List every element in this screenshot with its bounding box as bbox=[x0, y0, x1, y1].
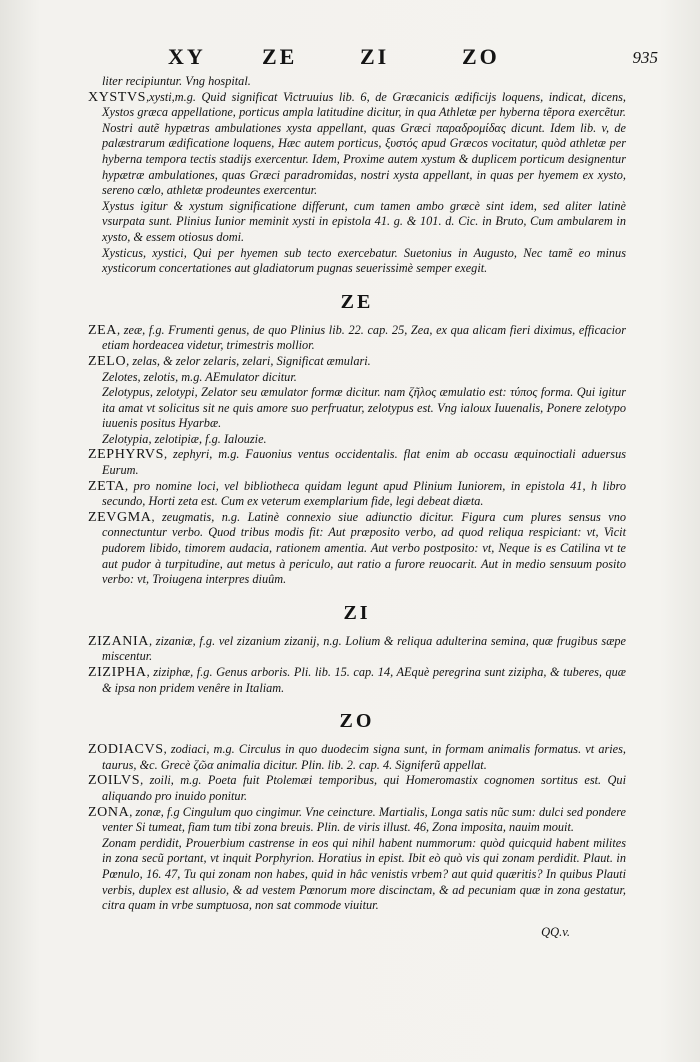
header-letter: ZE bbox=[262, 44, 298, 69]
dictionary-entry bbox=[88, 665, 626, 696]
dictionary-entry bbox=[88, 447, 626, 478]
entry-text: , zeæ, f.g. Frumenti genus, de quo Plinius lib. 22. cap. 25, Zea, ex qua alicam fieri diximus, efficacior etiam hordeacea videtur, trimestris mollior. bbox=[102, 322, 626, 353]
entry-text: ,xysti,m.g. Quid significat Victruuius lib. 6, de Græcanicis ædificijs loquens, indicat, dicens, Xystos græca appellatione, porticus ampla latitudine dicitur, in qua Athletæ per hyberna tẽpora exercẽtur. Nostri autẽ hypætras ambulationes xysta appellant, quas Græci παραδρομίδας dicunt. Idem lib. v, de palæstrarum ædificatione loquens, Hæc autem porticus, ξυστός apud Græcos vocitatur, quòd athletæ per hyberna tempora tectis stadijs exercentur. Idem, Proxime autem xystum & duplicem porticum designentur hypætræ ambulationes, quas Græci paradromidas, nostri xysta appellant, in quas per hyemem ex xysto, sereno cœlo, athletæ prodeuntes exercentur. bbox=[102, 89, 626, 198]
dictionary-entry bbox=[88, 432, 626, 448]
dictionary-entry bbox=[88, 370, 626, 386]
header-letter: ZO bbox=[462, 44, 500, 69]
entry-text: , ziziphæ, f.g. Genus arboris. Pli. lib. 15. cap. 14, AEquè peregrina sunt zizipha, & tuberes, quæ & ipsa non pridem venêre in Italiam. bbox=[102, 665, 626, 695]
entry-text: , zelas, & zelor zelaris, zelari, Significat æmulari. bbox=[126, 353, 371, 368]
section-heading-zi: ZI bbox=[343, 601, 371, 624]
entry-text: Zonam perdidit, Prouerbium castrense in eos qui nihil habent nummorum: quòd quicquid habent milites in zona secũ portant, vt inquit Porphyrion. Horatius in epist. Ibit eò quò vis qui zonam perdidit. Plaut. in Pœnulo, 16. 47, Tu qui zonam non habes, quid in hâc venistis vrbem? aut quid quæritis? In quibus Plauti verbis, duplex est allusio, & ad vestem Pœnorum more discinctam, & ad pecuniam quæ in zona gestatur, citra quam in vrbe sumptuosa, non sat commode viuitur. bbox=[102, 835, 626, 913]
dictionary-entry bbox=[88, 634, 626, 665]
entry-headword: ZEVGMA bbox=[88, 509, 152, 525]
dictionary-entry bbox=[88, 479, 626, 510]
entries-zo bbox=[88, 742, 626, 914]
header-letter: XY bbox=[168, 44, 206, 69]
continued-line: liter recipiuntur. Vng hospital. bbox=[102, 74, 251, 88]
entry-headword: ZONA bbox=[88, 804, 130, 820]
entries-zi bbox=[88, 634, 626, 696]
dictionary-text bbox=[88, 74, 626, 914]
header-letter: ZI bbox=[360, 44, 390, 69]
entry-text: , zephyri, m.g. Fauonius ventus occidentalis. flat enim ab occasu æquinoctiali aduersus Eurum. bbox=[102, 447, 626, 478]
entry-text: Xystus igitur & xystum significatione differunt, cum tamen ambo græcè sint idem, sed aliter latinè vsurpata sunt. Plinius Iunior meminit xysti in epistola 41. g. & 101. d. Cic. in Bruto, Cum ambularem in xysto, & essem otiosus domi. bbox=[102, 198, 626, 244]
entry-text: , zodiaci, m.g. Circulus in quo duodecim signa sunt, in formam animalis formatus. vt aries, taurus, &c. Grecè ζῶα animalia dicitur. Plin. lib. 2. cap. 4. Signiferũ appellat. bbox=[102, 742, 626, 772]
entry-headword: ZIZIPHA bbox=[88, 665, 147, 680]
entry-headword: XYSTVS bbox=[88, 89, 147, 105]
dictionary-entry bbox=[88, 354, 626, 370]
entry-text: Zelotes, zelotis, m.g. AEmulator dicitur. bbox=[102, 369, 297, 384]
entry-headword: ZEA bbox=[88, 322, 118, 338]
entry-text: , zoili, m.g. Poeta fuit Ptolemæi temporibus, qui Homeromastix cognomen sortitus est. Qui aliquando pro inuido ponitur. bbox=[102, 773, 626, 803]
dictionary-entry bbox=[88, 90, 626, 199]
entry-headword: ZELO bbox=[88, 353, 127, 369]
entry-text: , zonæ, f.g Cingulum quo cingimur. Vne ceincture. Martialis, Longa satis nũc sum: dulci sed pondere venter Si tumeat, fiam tum tibi zona breuis. Plin. de viris illust. 46, Zona imposita, nauim mouit. bbox=[102, 804, 626, 835]
dictionary-entry bbox=[88, 836, 626, 914]
running-header bbox=[0, 44, 700, 70]
entry-text: Xysticus, xystici, Qui per hyemen sub tecto exercebatur. Suetonius in Augusto, Nec tamẽ eo minus xysticorum concertationes aut gladiatorum pugnas seuerissimè semper exegit. bbox=[102, 245, 626, 276]
page-number: 935 bbox=[632, 48, 658, 67]
dictionary-entry bbox=[88, 385, 626, 432]
dictionary-entry bbox=[88, 323, 626, 354]
entries-x bbox=[88, 90, 626, 277]
signature-mark: QQ.v. bbox=[541, 925, 570, 939]
dictionary-entry bbox=[88, 510, 626, 588]
entry-text: , zizaniæ, f.g. vel zizanium zizanij, n.g. Lolium & reliqua adulterina semina, quæ frugibus sæpe miscentur. bbox=[102, 633, 626, 664]
entry-headword: ZODIACVS bbox=[88, 742, 164, 758]
entries-ze bbox=[88, 323, 626, 588]
dictionary-entry bbox=[88, 742, 626, 773]
dictionary-entry bbox=[88, 246, 626, 277]
entry-text: , zeugmatis, n.g. Latinè connexio siue adiunctio dicitur. Figura cum plures sensus vno connectuntur verbo. Quod tribus modis fit: Aut præposito verbo, ad quod reliqua respiciant: vt, Vicit pudorem libido, timorem audacia, rationem amentia. Aut verbo postposito: vt, Neque is es Catilina vt te aut pudor à turpitudine, aut metus à periculo, aut ratio a furore reuocarit. Aut in medio sensuum posito verbo: vt, Troiugena interpres diuûm. bbox=[102, 509, 626, 587]
entry-headword: ZEPHYRVS bbox=[88, 447, 165, 463]
entry-text: , pro nomine loci, vel bibliotheca quidam legunt apud Plinium Iuniorem, in epistola 41, h libro secundo, Horti zeta est. Cum ex veterum exemplarium fide, legi debeat diæta. bbox=[102, 478, 626, 509]
dictionary-entry bbox=[88, 199, 626, 246]
entry-text: Zelotypus, zelotypi, Zelator seu æmulator formæ dicitur. nam ζῆλος æmulatio est: τύπος forma. Qui igitur ita amat vt solicitus sit ne quis amore suo perfruatur, zelotypus est. Vng ialoux Iuuenalis, Ponere zelotypo iuuenis positus Hyarbæ. bbox=[102, 385, 626, 431]
entry-headword: ZOILVS bbox=[88, 773, 141, 789]
section-heading-ze: ZE bbox=[340, 290, 374, 313]
entry-headword: ZETA bbox=[88, 478, 126, 494]
dictionary-entry bbox=[88, 773, 626, 804]
entry-headword: ZIZANIA bbox=[88, 633, 149, 649]
entry-text: Zelotypia, zelotipiæ, f.g. Ialouzie. bbox=[102, 431, 267, 446]
section-heading-zo: ZO bbox=[339, 710, 375, 733]
dictionary-entry bbox=[88, 805, 626, 836]
